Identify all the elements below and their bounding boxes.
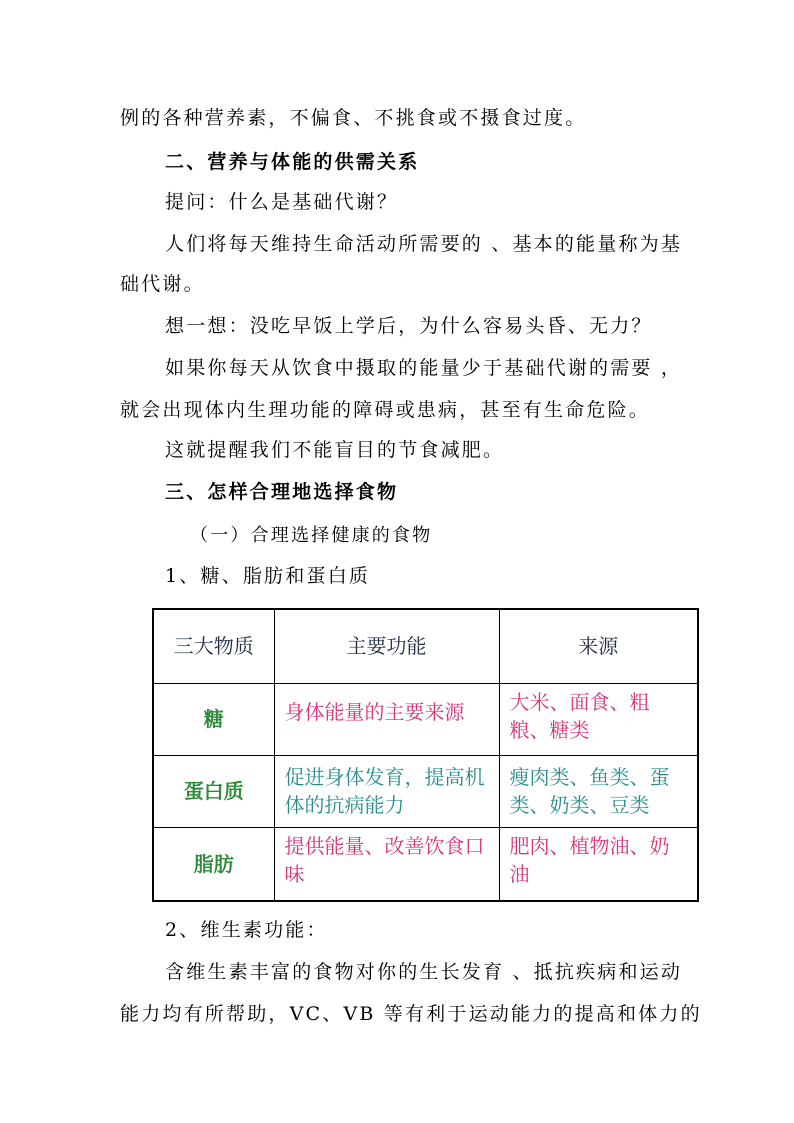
paragraph-line: 人们将每天维持生命活动所需要的 、基本的能量称为基 — [165, 233, 683, 255]
paragraph-line: 例的各种营养素，不偏食、不挑食或不摄食过度。 — [120, 107, 587, 129]
list-item-heading: 2、维生素功能： — [165, 919, 328, 941]
table-row — [153, 755, 698, 827]
paragraph-line: 能力均有所帮助，VC、VB 等有利于运动能力的提高和体力的 — [120, 1003, 702, 1025]
function-cell: 促进身体发育，提高机体的抗病能力 — [274, 755, 499, 827]
question-line: 想一想：没吃早饭上学后，为什么容易头昏、无力？ — [165, 315, 653, 337]
material-cell: 蛋白质 — [153, 755, 274, 827]
table-header-function: 主要功能 — [274, 609, 499, 683]
paragraph-line: 就会出现体内生理功能的障碍或患病，甚至有生命危险。 — [120, 399, 651, 421]
table-header-source: 来源 — [499, 609, 698, 683]
function-cell: 提供能量、改善饮食口味 — [274, 827, 499, 901]
source-cell: 肥肉、植物油、奶油 — [499, 827, 698, 901]
paragraph-line: 如果你每天从饮食中摄取的能量少于基础代谢的需要 ， — [165, 357, 683, 379]
table-header-material: 三大物质 — [153, 609, 274, 683]
paragraph-line: 含维生素丰富的食物对你的生长发育 、抵抗疾病和运动 — [165, 961, 683, 983]
section-heading-2: 二、营养与体能的供需关系 — [165, 151, 420, 173]
section-heading-3: 三、怎样合理地选择食物 — [165, 481, 399, 503]
paragraph-line: 这就提醒我们不能盲目的节食减肥。 — [165, 439, 505, 461]
list-item-heading: 1、糖、脂肪和蛋白质 — [165, 565, 371, 587]
paragraph-line: 础代谢。 — [120, 273, 205, 295]
source-cell: 瘦肉类、鱼类、蛋类、奶类、豆类 — [499, 755, 698, 827]
question-line: 提问：什么是基础代谢？ — [165, 191, 399, 213]
source-cell: 大米、面食、粗粮、糖类 — [499, 683, 698, 755]
material-cell: 糖 — [153, 683, 274, 755]
function-cell: 身体能量的主要来源 — [274, 683, 499, 755]
table-row — [153, 827, 698, 901]
table-row — [153, 683, 698, 755]
subsection-heading: （一）合理选择健康的食物 — [190, 525, 433, 546]
material-cell: 脂肪 — [153, 827, 274, 901]
nutrient-table — [152, 608, 699, 902]
table-header-row — [153, 609, 698, 683]
